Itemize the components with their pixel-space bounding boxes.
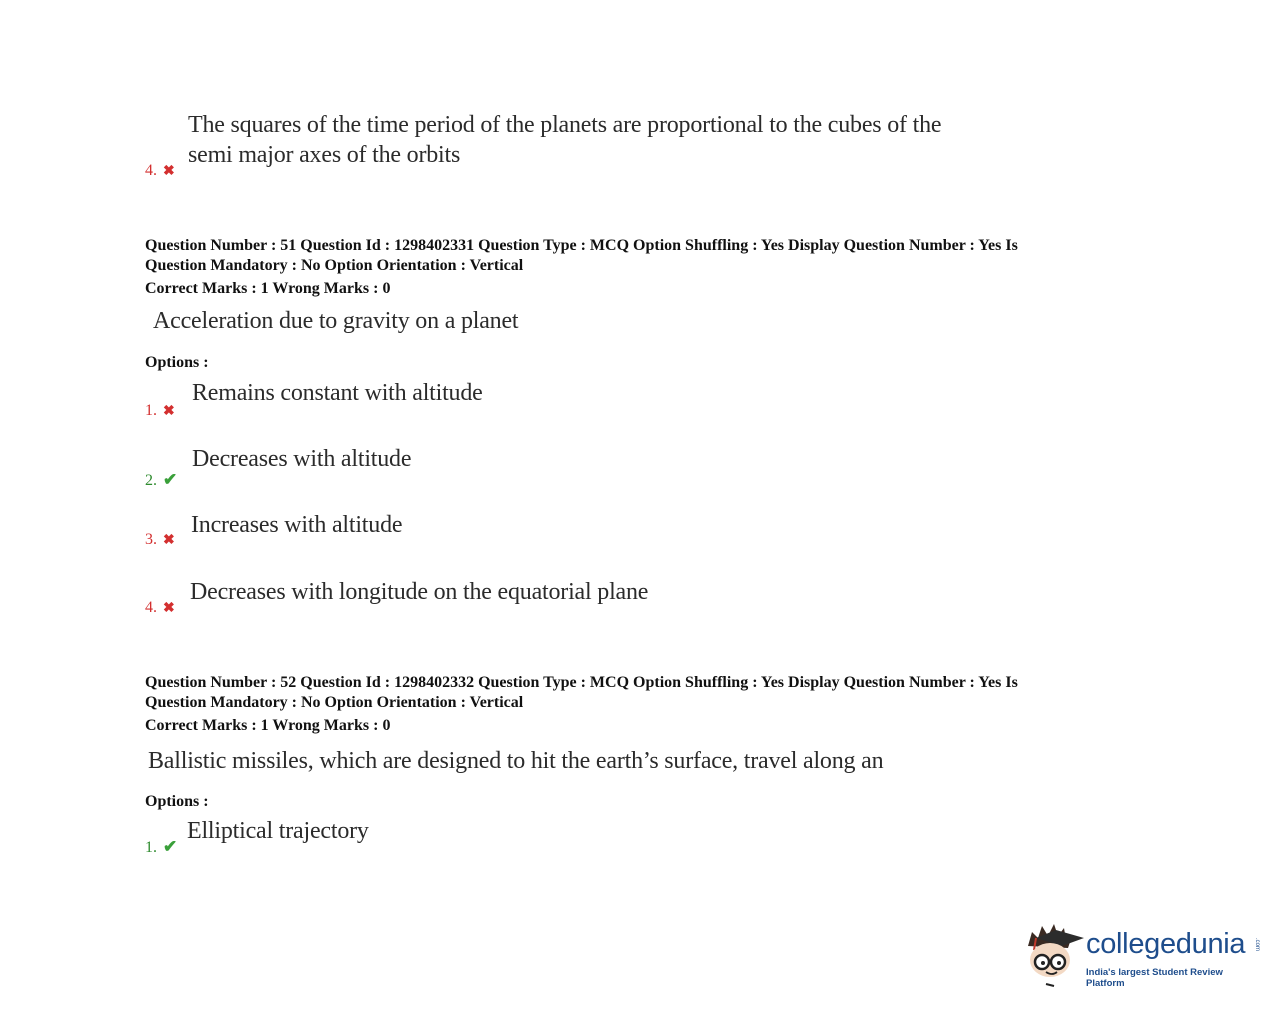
collegedunia-logo[interactable] bbox=[1022, 918, 1262, 988]
q52-meta-line1: Question Number : 52 Question Id : 1298402332 Question Type : MCQ Option Shuffling : Yes Display Question Number : Yes Is bbox=[145, 674, 1018, 691]
cross-mark-icon: ✖ bbox=[163, 601, 175, 616]
q52-marks: Correct Marks : 1 Wrong Marks : 0 bbox=[145, 717, 391, 734]
cross-mark-icon: ✖ bbox=[163, 533, 175, 548]
option-number-label: 4. bbox=[145, 599, 157, 616]
q51-option-1-number bbox=[145, 402, 175, 420]
prev-option-4-text-line1: The squares of the time period of the planets are proportional to the cubes of the bbox=[188, 112, 942, 138]
q52-options-label: Options : bbox=[145, 793, 209, 810]
option-number-label: 4. bbox=[145, 162, 157, 179]
logo-tagline: India's largest Student Review Platform bbox=[1086, 967, 1223, 989]
q51-option-3-text: Increases with altitude bbox=[191, 512, 403, 538]
q51-option-4-number bbox=[145, 599, 175, 617]
q52-question-text: Ballistic missiles, which are designed to hit the earth’s surface, travel along an bbox=[148, 748, 884, 774]
q51-option-2-number bbox=[145, 470, 177, 490]
q51-options-label: Options : bbox=[145, 354, 209, 371]
logo-wordmark: collegedunia bbox=[1086, 928, 1246, 960]
option-number-label: 2. bbox=[145, 472, 157, 489]
q51-option-2-text: Decreases with altitude bbox=[192, 446, 412, 472]
q52-meta-line2: Question Mandatory : No Option Orientation : Vertical bbox=[145, 694, 524, 711]
check-mark-icon: ✔ bbox=[163, 470, 178, 489]
q51-option-1-text: Remains constant with altitude bbox=[192, 380, 483, 406]
q52-option-1-text: Elliptical trajectory bbox=[187, 818, 369, 844]
prev-option-4-number bbox=[145, 162, 175, 180]
prev-option-4-text-line2: semi major axes of the orbits bbox=[188, 142, 461, 168]
option-number-label: 3. bbox=[145, 531, 157, 548]
check-mark-icon: ✔ bbox=[163, 837, 178, 856]
q51-question-text: Acceleration due to gravity on a planet bbox=[153, 308, 519, 334]
mascot-icon bbox=[1022, 918, 1086, 988]
q51-meta-line1: Question Number : 51 Question Id : 1298402331 Question Type : MCQ Option Shuffling : Yes Display Question Number : Yes Is bbox=[145, 237, 1018, 254]
q51-option-3-number bbox=[145, 531, 175, 549]
q51-meta-line2: Question Mandatory : No Option Orientation : Vertical bbox=[145, 257, 524, 274]
cross-mark-icon: ✖ bbox=[163, 404, 175, 419]
option-number-label: 1. bbox=[145, 839, 157, 856]
q52-option-1-number bbox=[145, 837, 177, 857]
q51-marks: Correct Marks : 1 Wrong Marks : 0 bbox=[145, 280, 391, 297]
cross-mark-icon: ✖ bbox=[163, 164, 175, 179]
option-number-label: 1. bbox=[145, 402, 157, 419]
q51-option-4-text: Decreases with longitude on the equatorial plane bbox=[190, 579, 649, 605]
logo-suffix: .com bbox=[1254, 938, 1260, 952]
